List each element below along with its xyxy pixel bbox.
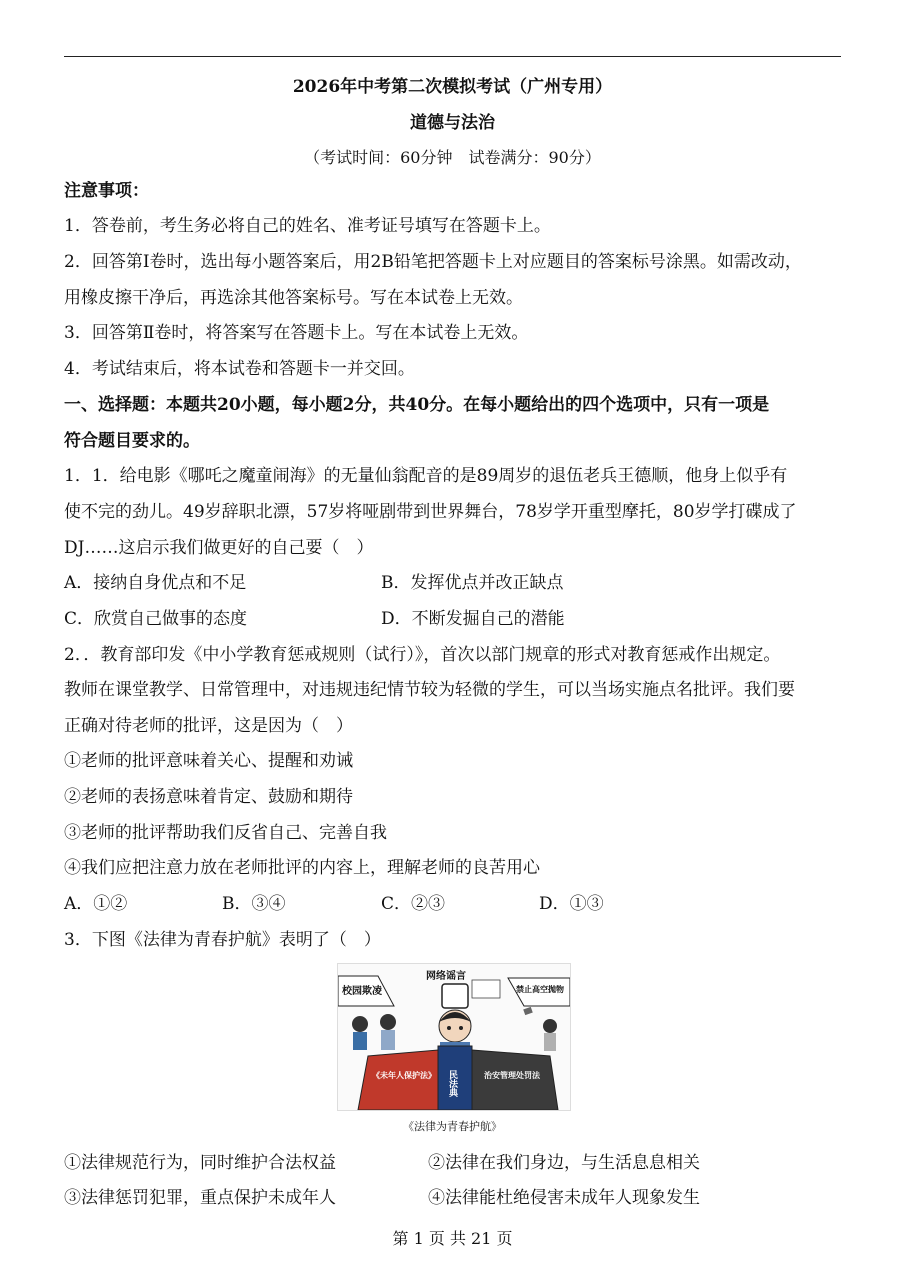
- q2-stem: 2．．教育部印发《中小学教育惩戒规则（试行）》，首次以部门规章的形式对教育惩戒作出规定。: [64, 645, 781, 665]
- q2-stem: 教师在课堂教学、日常管理中，对违规违纪情节较为轻微的学生，可以当场实施点名批评。我们要: [64, 680, 795, 700]
- label-bullying: 校园欺凌: [342, 986, 382, 997]
- section-heading-cont: 符合题目要求的。: [64, 431, 200, 451]
- label-throwing: 禁止高空抛物: [516, 985, 564, 994]
- q3-statement: ②法律在我们身边，与生活息息相关: [428, 1153, 700, 1173]
- q2-option-a: A．①②: [64, 894, 128, 914]
- section-heading: 一、选择题：本题共20小题，每小题2分，共40分。在每小题给出的四个选项中，只有一项是: [64, 395, 770, 415]
- label-rumor: 网络谣言: [426, 971, 466, 982]
- book-label-left: 《未年人保护法》: [372, 1071, 436, 1080]
- q1-option-c: C．欣赏自己做事的态度: [64, 609, 248, 629]
- note-item: 2．回答第Ⅰ卷时，选出每小题答案后，用2B铅笔把答题卡上对应题目的答案标号涂黑。如需改动，: [64, 252, 802, 272]
- figure-caption: 《法律为青春护航》: [403, 1120, 502, 1133]
- q2-statement: ④我们应把注意力放在老师批评的内容上，理解老师的良苦用心: [64, 858, 540, 878]
- phone-icon: [442, 984, 468, 1008]
- q1-stem: DJ……这启示我们做更好的自己要（ ）: [64, 538, 374, 558]
- q1-option-b: B．发挥优点并改正缺点: [381, 573, 564, 593]
- notes-heading: 注意事项：: [64, 181, 149, 201]
- q2-option-c: C．②③: [381, 894, 446, 914]
- note-item: 用橡皮擦干净后，再选涂其他答案标号。写在本试卷上无效。: [64, 288, 523, 308]
- q1-option-a: A．接纳自身优点和不足: [64, 573, 247, 593]
- q2-option-d: D．①③: [539, 894, 604, 914]
- q1-stem: 使不完的劲儿。49岁辞职北漂，57岁将哑剧带到世界舞台，78岁学开重型摩托，80岁学打碟成了: [64, 502, 797, 522]
- q1-option-d: D．不断发掘自己的潜能: [381, 609, 565, 629]
- q3-statement: ③法律惩罚犯罪，重点保护未成年人: [64, 1188, 336, 1208]
- q2-statement: ③老师的批评帮助我们反省自己、完善自我: [64, 823, 387, 843]
- note-item: 1．答卷前，考生务必将自己的姓名、准考证号填写在答题卡上。: [64, 216, 551, 236]
- exam-info: （考试时间：60分钟 试卷满分：90分）: [304, 148, 601, 167]
- q2-stem: 正确对待老师的批评，这是因为（ ）: [64, 716, 353, 736]
- q2-statement: ②老师的表扬意味着肯定、鼓励和期待: [64, 787, 353, 807]
- header-rule: [64, 56, 841, 57]
- q2-option-b: B．③④: [222, 894, 286, 914]
- note-item: 3．回答第Ⅱ卷时，将答案写在答题卡上。写在本试卷上无效。: [64, 323, 529, 343]
- q3-stem: 3．下图《法律为青春护航》表明了（ ）: [64, 930, 381, 950]
- q3-statement: ④法律能杜绝侵害未成年人现象发生: [428, 1188, 700, 1208]
- q3-statement: ①法律规范行为，同时维护合法权益: [64, 1153, 336, 1173]
- note-item: 4．考试结束后，将本试卷和答题卡一并交回。: [64, 359, 415, 379]
- law-illustration: [337, 963, 571, 1111]
- page-number: 第 1 页 共 21 页: [392, 1229, 513, 1248]
- book-label-center: 民法典: [447, 1070, 457, 1097]
- subject-title: 道德与法治: [410, 113, 495, 133]
- q1-stem: 1．1．给电影《哪吒之魔童闹海》的无量仙翁配音的是89周岁的退伍老兵王德顺，他身上似乎有: [64, 466, 788, 486]
- q2-statement: ①老师的批评意味着关心、提醒和劝诫: [64, 751, 353, 771]
- book-label-right: 治安管理处罚法: [484, 1071, 540, 1080]
- exam-title: 2026年中考第二次模拟考试（广州专用）: [292, 77, 613, 97]
